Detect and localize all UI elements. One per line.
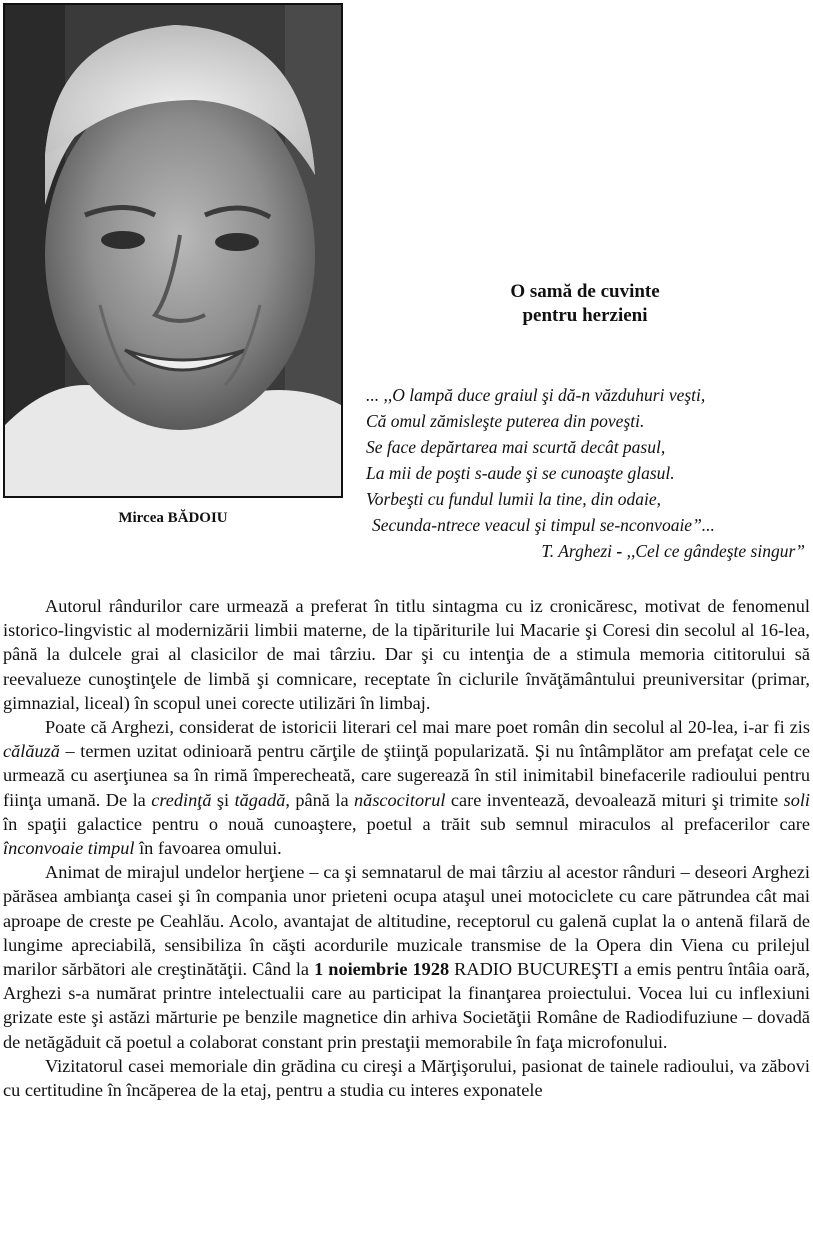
paragraph-4: Vizitatorul casei memoriale din grădina cu cireşi a Mărţişorului, pasionat de tainele radioului, va zăbovi cu certitudine în încăperea de la etaj, pentru a studia cu interes exponatele <box>3 1055 810 1101</box>
poem-line: Se face depărtarea mai scurtă decât pasul, <box>366 437 666 457</box>
emphasis: credinţă <box>151 789 212 810</box>
emphasis: călăuză <box>3 741 60 762</box>
text-run: Animat de mirajul undelor herţiene – ca şi semnatarul de mai târziu al acestor rânduri – deseori Arghezi părăsea ambianţa casei şi în compania unor prieteni ocupa ataşul unei motociclete cu care pătrundea cât mai aproape de creste pe Ceahlău. Acolo, avantajat de altitudine, receptorul cu galenă cuplat la o antenă filară de lungime apreciabilă, sensibiliza în căşti acordurile muzicale transmise de la Opera din Viena cu prilejul marilor sărbători ale creştinătăţii. Când la <box>3 862 810 980</box>
emphasis: soli <box>783 789 811 810</box>
text-run: Poate că Arghezi, considerat de istoricii literari cel mai mare poet român din secolul al 20-lea, i-ar fi zis <box>45 717 810 738</box>
title-line-2: pentru herzieni <box>522 305 648 326</box>
title-line-1: O samă de cuvinte <box>510 281 660 302</box>
text-run: care inventează, devoalează mituri şi trimite <box>445 789 784 810</box>
text-run: , până la <box>285 789 355 810</box>
emphasis: tăgadă <box>234 789 286 810</box>
text-run: în favoarea omului. <box>134 838 282 859</box>
epigraph-poem <box>366 382 811 564</box>
date-bold: 1 noiembrie 1928 <box>314 959 450 980</box>
article-title <box>440 280 730 328</box>
text-run: RADIO BUCUREŞTI a emis pentru întâia oară, Arghezi s-a numărat printre intelectualii care au participat la finanţarea proiectului. Vocea lui cu inflexiuni grizate este şi astăzi mărturie pe benzile magnetice din arhiva Societăţii Române de Radiodifuziune – dovadă de netăgăduit că poetul a colaborat constant prin prestaţii memorabile în faţa microfonului. <box>3 959 810 1052</box>
poem-signature <box>366 538 811 564</box>
paragraph-1: Autorul rândurilor care urmează a preferat în titlu sintagma cu iz cronicăresc, motivat de fenomenul istorico-lingvistic al modernizării limbii materne, de la tipăriturile lui Macarie şi Coresi din secolul al 16-lea, până la dulcele grai al clasicilor de mai târziu. Dar şi cu intenţia de a stimula memoria cititorului să reevalueze cunoştinţele de limbă şi comnicare, receptate în ciclurile învăţământului preuniversitar (primar, gimnazial, liceal) în scopul unei corecte utilizări în limbaj. <box>3 596 810 713</box>
poem-line: Că omul zămisleşte puterea din poveşti. <box>366 411 645 431</box>
poem-line: La mii de poşti s-aude şi se cunoaşte glasul. <box>366 463 675 483</box>
paragraph-2 <box>3 715 810 860</box>
emphasis: născocitorul <box>354 789 446 810</box>
signature-author: T. Arghezi <box>541 541 613 561</box>
poem-line: Vorbeşti cu fundul lumii la tine, din odaie, <box>366 489 662 509</box>
text-run: – termen uzitat odinioară pentru cărţile de ştiinţă popularizată. Şi nu întâmplător am prefaţat cele ce urmează cu aserţiunea sa în rimă împerecheată, care sugerează în stil inimitabil binefacerile radioului pentru fiinţa umană. De la <box>3 741 810 810</box>
poem-line: Secunda-ntrece veacul şi timpul se-nconvoaie”... <box>372 515 715 535</box>
text-run: şi <box>211 789 235 810</box>
article-body <box>3 594 810 1102</box>
paragraph-3 <box>3 860 810 1054</box>
portrait-photo <box>3 3 343 498</box>
emphasis: înconvoaie timpul <box>3 838 135 859</box>
signature-separator: - <box>612 541 627 561</box>
signature-title: ,,Cel ce gândeşte singur” <box>626 541 805 561</box>
poem-line: ... ,,O lampă duce graiul şi dă-n văzduhuri veşti, <box>366 385 706 405</box>
text-run: în spaţii galactice pentru o nouă cunoaştere, poetul a trăit sub semnul miraculos al prefacerilor care <box>3 813 810 834</box>
portrait-illustration <box>5 5 341 496</box>
photo-caption: Mircea BĂDOIU <box>118 510 228 526</box>
